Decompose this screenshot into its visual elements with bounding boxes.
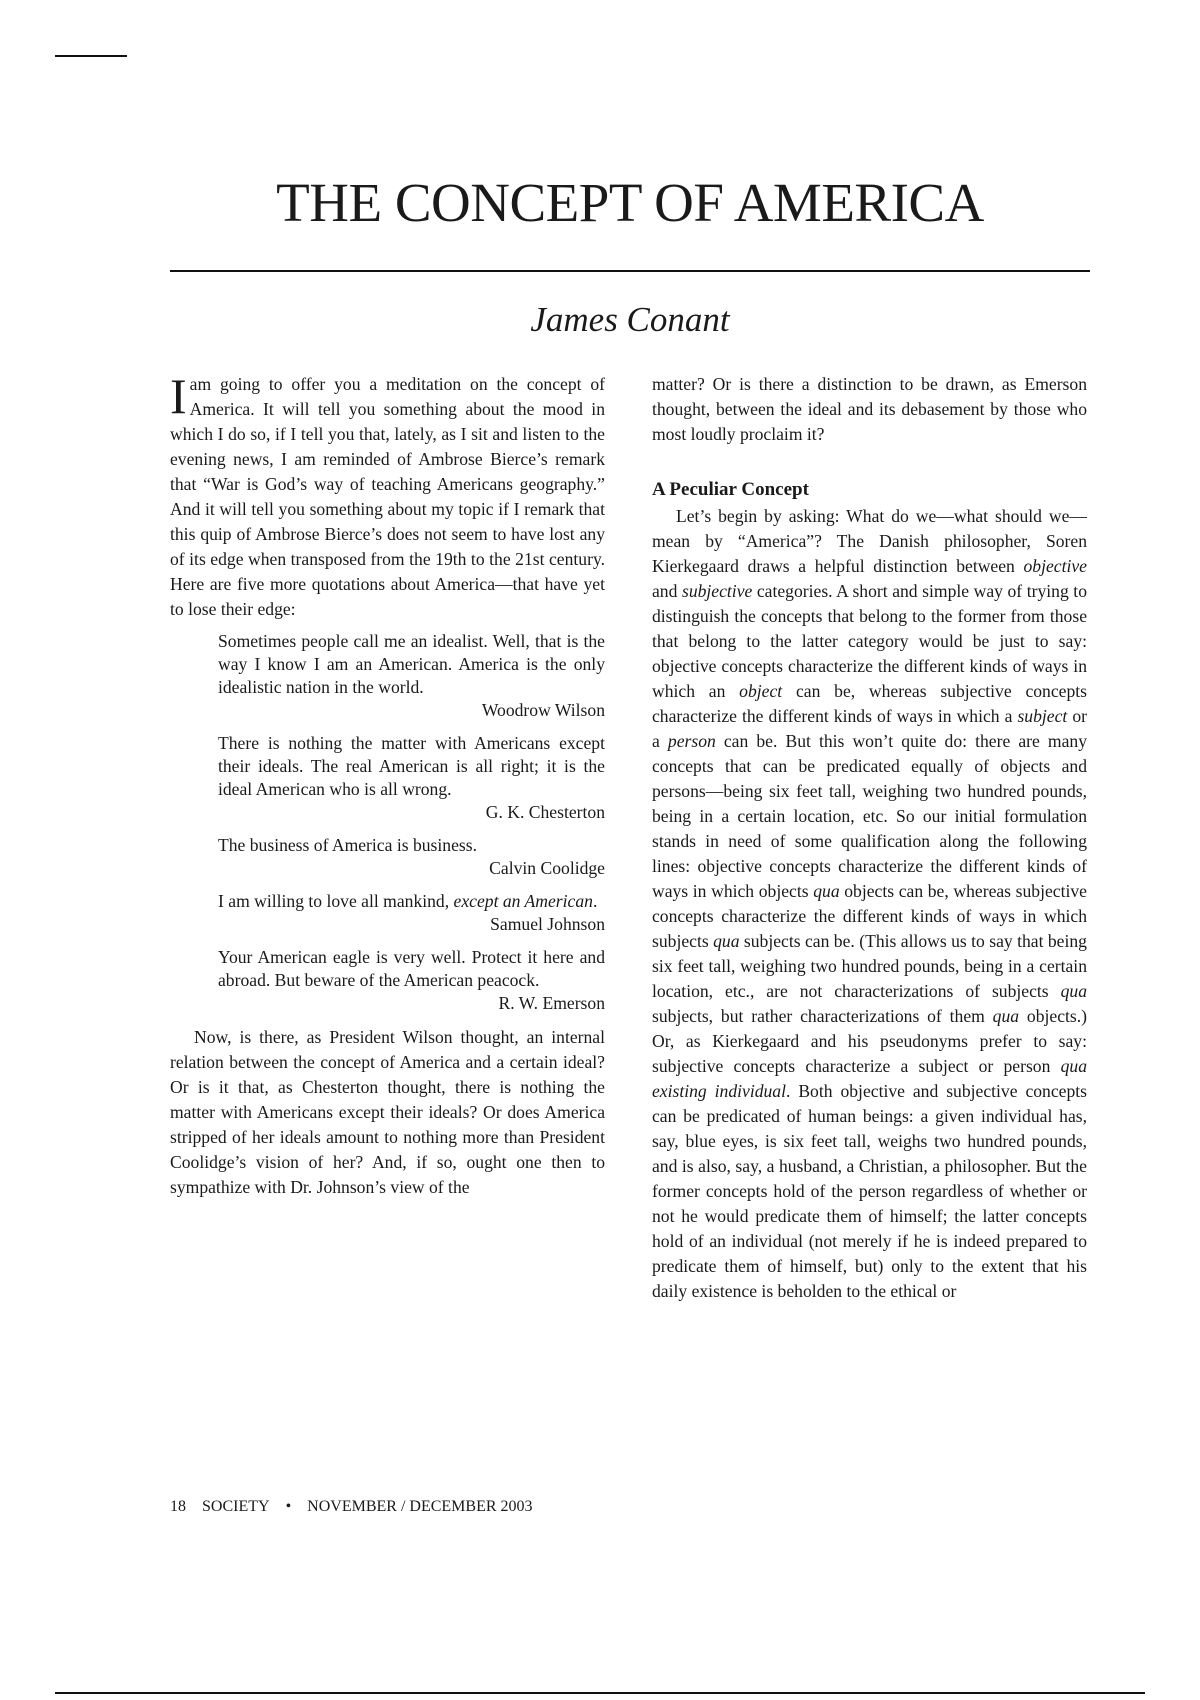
quote-chesterton xyxy=(218,732,605,824)
quote-text: The business of America is business. xyxy=(218,835,477,855)
quote-coolidge xyxy=(218,834,605,880)
quote-text: There is nothing the matter with Americans except their ideals. The real American is all right; it is the ideal American who is all wrong. xyxy=(218,733,605,799)
text-emphasis: subject xyxy=(1017,706,1068,726)
text-run: . Both objective and subjective concepts can be predicated of human beings: a given individual has, say, blue eyes, is six feet tall, weighs two hundred pounds, and is also, say, a husband, a Christian, a philosopher. But the former concepts hold of the person regardless of whether or not he would predicate them of himself; the latter concepts hold of an individual (not merely if he is indeed prepared to predicate them of himself, but) only to the extent that his daily existence is beholden to the ethical or xyxy=(652,1081,1088,1301)
bottom-rule xyxy=(55,1692,1145,1694)
article-title: THE CONCEPT OF AMERICA xyxy=(276,172,984,233)
right-column xyxy=(652,372,1087,1304)
quote-author: G. K. Chesterton xyxy=(485,802,605,822)
text-run: and xyxy=(652,581,682,601)
text-emphasis: person xyxy=(667,731,716,751)
text-emphasis: qua xyxy=(1060,981,1087,1001)
closing-paragraph: Now, is there, as President Wilson thought, an internal relation between the concept of America and a certain ideal? Or is it that, as Chesterton thought, there is nothing the matter with Americans except their ideals? Or does America stripped of her ideals amount to nothing more than President Coolidge’s vision of her? And, if so, ought one then to sympathize with Dr. Johnson’s view of the xyxy=(170,1027,605,1197)
title-rule xyxy=(170,270,1090,272)
quote-wilson xyxy=(218,630,605,722)
quote-text xyxy=(218,890,605,913)
quote-text-emphasis: except an American xyxy=(453,891,593,911)
text-emphasis: qua existing individual xyxy=(652,1056,1087,1101)
article-author: James Conant xyxy=(530,300,730,339)
journal-name: SOCIETY xyxy=(202,1498,270,1515)
text-emphasis: object xyxy=(739,681,783,701)
section-heading: A Peculiar Concept xyxy=(652,479,809,500)
text-emphasis: subjective xyxy=(681,581,753,601)
quote-text: Sometimes people call me an idealist. Well, that is the way I know I am an American. America is the only idealistic nation in the world. xyxy=(218,631,605,697)
dropcap: I xyxy=(170,368,187,424)
page-number: 18 xyxy=(170,1498,186,1515)
quote-author: Samuel Johnson xyxy=(490,914,605,934)
intro-text: am going to offer you a meditation on the concept of America. It will tell you something about the mood in which I do so, if I tell you that, lately, as I sit and listen to the evening news, I am reminded of Ambrose Bierce’s remark that “War is God’s way of teaching Americans geography.” And it will tell you something about my topic if I remark that this quip of Ambrose Bierce’s does not seem to have lost any of its edge when transposed from the 19th to the 21st century. Here are five more quotations about America—that have yet to lose their edge: xyxy=(170,374,605,619)
text-run: can be, whereas subjective concepts characterize the different kinds of ways in which a xyxy=(652,681,1087,726)
quote-emerson xyxy=(218,946,605,1015)
text-emphasis: qua xyxy=(813,881,840,901)
section-paragraph xyxy=(652,504,1087,1304)
text-run: subjects can be. (This allows us to say that being six feet tall, weighing two hundred pounds, being in a certain location, etc., are not characterizations of subjects xyxy=(652,931,1087,1001)
crop-mark xyxy=(55,55,127,57)
text-run: can be. But this won’t quite do: there are many concepts that can be predicated equally of objects and persons—being six feet tall, weighing two hundred pounds, being in a certain location, etc. So our initial formulation stands in need of some qualification along the following lines: objective concepts characterize the different kinds of ways in which objects xyxy=(652,731,1087,901)
text-run: subjects, but rather characterizations of them xyxy=(652,1006,993,1026)
continuation-paragraph: matter? Or is there a distinction to be drawn, as Emerson thought, between the ideal and its debasement by those who most loudly proclaim it? xyxy=(652,374,1087,444)
text-emphasis: qua xyxy=(992,1006,1020,1026)
quote-text-part: . xyxy=(592,891,598,911)
text-run: or a xyxy=(652,706,1087,751)
issue-date: NOVEMBER / DECEMBER 2003 xyxy=(307,1498,533,1515)
quote-author: Woodrow Wilson xyxy=(481,700,605,720)
text-run: Let’s begin by asking: What do we—what should we—mean by “America”? The Danish philosopher, Soren Kierkegaard draws a helpful distinction between xyxy=(652,506,1087,576)
intro-paragraph xyxy=(170,368,605,622)
quote-author: Calvin Coolidge xyxy=(489,858,605,878)
quote-text-part: I am willing to love all mankind, xyxy=(218,891,454,911)
page-footer xyxy=(170,1497,545,1517)
text-run: objects can be, whereas subjective concepts characterize the different kinds of ways in which subjects xyxy=(652,881,1087,951)
quote-text: Your American eagle is very well. Protect it here and abroad. But beware of the American peacock. xyxy=(218,947,605,990)
footer-separator: • xyxy=(285,1498,292,1515)
text-emphasis: objective xyxy=(1023,556,1087,576)
quote-author: R. W. Emerson xyxy=(498,993,605,1013)
text-run: objects.) Or, as Kierkegaard and his pseudonyms prefer to say: subjective concepts characterize a subject or person xyxy=(652,1006,1087,1076)
text-emphasis: qua xyxy=(713,931,740,951)
left-column xyxy=(170,368,605,1200)
quote-johnson xyxy=(218,890,605,936)
text-run: categories. A short and simple way of trying to distinguish the concepts that belong to the former from those that belong to the latter category would be just to say: objective concepts characterize the different kinds of ways in which an xyxy=(652,581,1087,701)
